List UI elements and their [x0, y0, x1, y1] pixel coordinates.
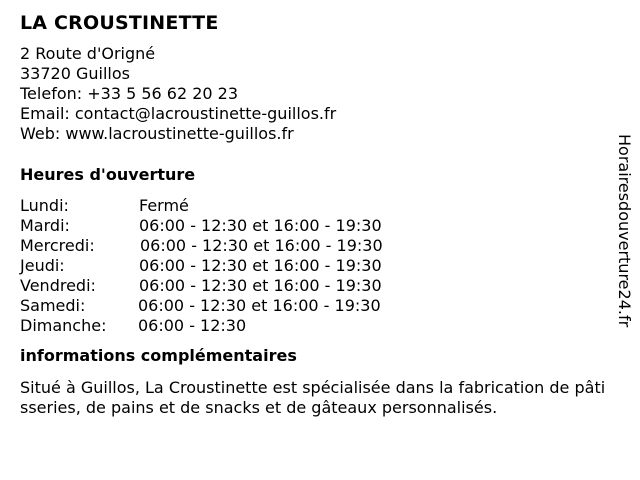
- hours-row-sunday: [20, 316, 610, 336]
- time-value: Fermé: [139, 196, 189, 215]
- website: Web: www.lacroustinette-guillos.fr: [20, 124, 294, 143]
- day-label: Vendredi:: [20, 276, 96, 295]
- contact-block: [20, 44, 610, 144]
- additional-info-text: Situé à Guillos, La Croustinette est spécialisée dans la fabrication de pâtisseries, de pains et de snacks et de gâteaux personnalisés.: [20, 378, 606, 417]
- opening-hours-title: Heures d'ouverture: [20, 165, 196, 184]
- time-value: 06:00 - 12:30 et 16:00 - 19:30: [138, 296, 381, 315]
- time-value: 06:00 - 12:30 et 16:00 - 19:30: [139, 276, 382, 295]
- day-label: Samedi:: [20, 296, 86, 315]
- time-value: 06:00 - 12:30 et 16:00 - 19:30: [139, 216, 382, 235]
- address-city: 33720 Guillos: [20, 64, 130, 83]
- day-label: Dimanche:: [20, 316, 107, 335]
- day-label: Jeudi:: [20, 256, 65, 275]
- time-value: 06:00 - 12:30: [138, 316, 247, 335]
- hours-row-friday: [20, 276, 610, 296]
- additional-info-title: informations complémentaires: [20, 346, 297, 365]
- hours-row-tuesday: [20, 216, 610, 236]
- hours-row-saturday: [20, 296, 610, 316]
- hours-row-monday: [20, 196, 610, 216]
- business-card: [20, 12, 610, 418]
- time-value: 06:00 - 12:30 et 16:00 - 19:30: [140, 236, 383, 255]
- hours-row-wednesday: [20, 236, 610, 256]
- hours-row-thursday: [20, 256, 610, 276]
- day-label: Mardi:: [20, 216, 70, 235]
- time-value: 06:00 - 12:30 et 16:00 - 19:30: [139, 256, 382, 275]
- phone-number: Telefon: +33 5 56 62 20 23: [20, 84, 239, 103]
- day-label: Lundi:: [20, 196, 69, 215]
- email-address: Email: contact@lacroustinette-guillos.fr: [20, 104, 337, 123]
- business-name: LA CROUSTINETTE: [20, 12, 219, 34]
- address-street: 2 Route d'Origné: [20, 44, 156, 63]
- opening-hours-table: [20, 196, 610, 336]
- day-label: Mercredi:: [20, 236, 95, 255]
- site-watermark: Horairesdouverture24.fr: [615, 134, 634, 328]
